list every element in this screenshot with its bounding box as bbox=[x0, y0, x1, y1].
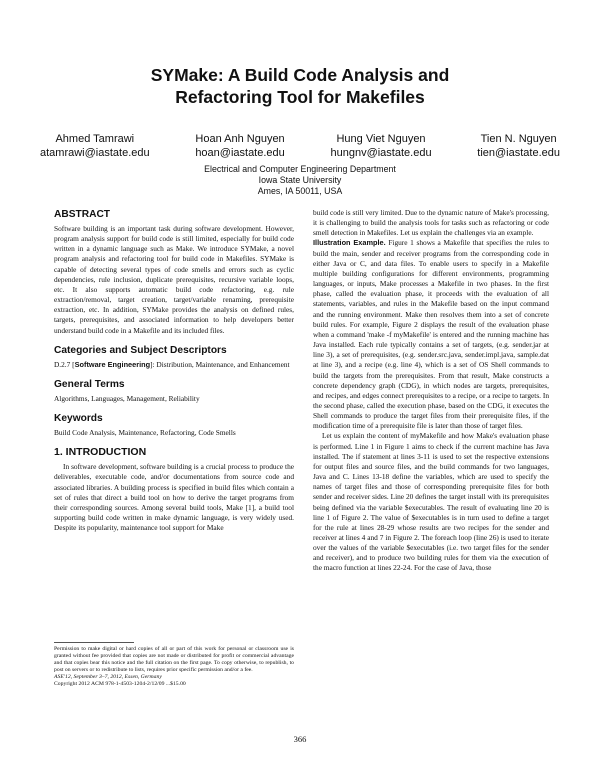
copyright-text: Copyright 2012 ACM 978-1-4503-1204-2/12/09 ...$15.00 bbox=[54, 681, 186, 688]
illustration-lead: Illustration Example. bbox=[313, 238, 386, 248]
illustration-text: Figure 1 shows a Makefile that specifies the rules to build the main, sender and receiver programs from the corresponding code in either Java or C, and data files. To enable users to specify in a Makefile multiple building configurations for different environments, programming languages, or inputs, Make processes a Makefile in two phases. In the first phase, called the evaluation phase, it proceeds with the evaluation of all statements, variables, and rules in the Makefile based on the input command and the running environment. Make then resolves them into a set of concrete build rules. For example, Figure 2 displays the result of the evaluation phase when a command 'make -f myMakefile' is entered and the running machine has Java installed. Each rule typically contains a set of targets, (e.g. sender.jar at line 3), a set of prerequisites, (e.g. sender.src.java, sender.impl.java, sample.dat at line 3), and a recipe (e.g. line 4), which is a set of OS Shell commands to build the targets from the prerequisites. From that result, Make constructs a concrete dependency graph (CDG), in which nodes are targets, prerequisites, and recipes, and edges connect prerequisites to a recipe, or a recipe to targets. In the second phase, called the execution phase, based on the CDG, it executes the Shell commands to produce the target files from their prerequisite files, if the modification time of a prerequisite file is later than those of target files. bbox=[313, 238, 549, 431]
categories-heading: Categories and Subject Descriptors bbox=[54, 344, 227, 356]
author-name: Hung Viet Nguyen bbox=[336, 133, 426, 145]
permission-text: Permission to make digital or hard copies of all or part of this work for personal or classroom use is granted without fee provided that copies are not made or distributed for profit or commercial advantage and that copies bear this notice and the full citation on the first page. To copy otherwise, to republish, to post on servers or to redistribute to lists, requires prior specific permission and/or a fee. bbox=[54, 646, 294, 674]
abstract-heading: ABSTRACT bbox=[54, 209, 111, 220]
page-number: 366 bbox=[293, 734, 307, 744]
author-1 bbox=[40, 132, 150, 160]
introduction-text: In software development, software building is a crucial process to produce the deliverables, executable code, and/or documentations from source code and associated libraries. A building process is specified in build files which contain a set of rules that direct a build tool on how to derive the target programs from their corresponding sources. Among several build tools, Make [1], a build tool supporting build code written in make dynamic language, is very widely used. Despite its popularity, maintenance tool support for Make bbox=[54, 462, 294, 533]
author-email: atamrawi@iastate.edu bbox=[40, 147, 150, 159]
author-4 bbox=[477, 132, 560, 160]
keywords-heading: Keywords bbox=[54, 413, 103, 425]
author-3 bbox=[330, 132, 431, 160]
introduction-heading: 1. INTRODUCTION bbox=[54, 446, 147, 459]
general-terms-section bbox=[54, 378, 294, 404]
title-line-1: SYMake: A Build Code Analysis and bbox=[150, 65, 450, 85]
categories-section bbox=[54, 344, 294, 370]
affiliation-line-1: Electrical and Computer Engineering Department bbox=[204, 164, 396, 174]
affiliation-line-3: Ames, IA 50011, USA bbox=[257, 186, 343, 196]
abstract-text: Software building is an important task during software development. However, program analysis support for build code is still limited, especially for build code written in a dynamic language such as Make. We introduce SYMake, a novel program analysis and refactoring tool for build code in Makefiles. SYMake is capable of detecting several types of code smells and errors such as cyclic dependencies, rule inclusion, duplicate prerequisites, recursive variable loops, etc. It also supports automatic build code refactoring, e.g. rule extraction/removal, target creation, target/variable renaming, prerequisite extraction, etc. In addition, SYMake provides the analysis on defined rules, targets, prerequisites, and associated information to help developers better understand build code in a Makefile and its included files. bbox=[54, 224, 294, 335]
left-column bbox=[54, 208, 294, 541]
footnote-rule bbox=[54, 642, 134, 643]
keywords-section bbox=[54, 412, 294, 438]
categories-text bbox=[54, 360, 294, 370]
general-terms-heading: General Terms bbox=[54, 378, 125, 390]
right-paragraph-2 bbox=[313, 238, 549, 431]
author-2 bbox=[195, 132, 284, 160]
affiliation-line-2: Iowa State University bbox=[258, 175, 342, 185]
categories-code: D.2.7 [ bbox=[54, 359, 75, 369]
categories-bold: Software Engineering bbox=[74, 359, 151, 369]
author-name: Ahmed Tamrawi bbox=[55, 133, 135, 145]
paper-title bbox=[0, 64, 600, 108]
author-name: Tien N. Nguyen bbox=[480, 133, 557, 145]
abstract-section bbox=[54, 208, 294, 336]
general-terms-text: Algorithms, Languages, Management, Reliability bbox=[54, 393, 200, 403]
right-column bbox=[313, 208, 549, 574]
author-email: hoan@iastate.edu bbox=[195, 147, 285, 159]
right-paragraph-3: Let us explain the content of myMakefile and how Make's evaluation phase is performed. Line 1 in Figure 1 aims to check if the current machine has Java installed. The if statement at lines 3-11 is used to set the respective extensions for output files and source files, and the build commands for two languages, Java and C. Lines 13-18 define the variables, which are used to specify the names of target files and those of corresponding prerequisite files for both sender and receiver sides. Line 20 defines the target install with its prerequisites being defined via the variable $executables. The result of evaluating line 20 is line 1 of Figure 2. The value of $executables is in turn used to define a target for the rule at lines 28-29 whose results are two recipes for the sender and receiver at lines 4 and 7 in Figure 2. The foreach loop (line 26) is used to iterate over the values of the variable $executables (i.e. two target files for the sender and receiver), and to produce two building rules for them via the execution of the macro function at lines 22-24. For the case of Java, those bbox=[313, 431, 549, 573]
venue-text: ASE'12, September 3–7, 2012, Essen, Germany bbox=[54, 674, 162, 681]
introduction-section bbox=[54, 446, 294, 533]
author-block bbox=[40, 132, 560, 160]
title-line-2: Refactoring Tool for Makefiles bbox=[175, 87, 425, 107]
right-paragraph-1: build code is still very limited. Due to the dynamic nature of Make's processing, it is challenging to build the analysis tools for tasks such as refactoring or code smell detection in Makefiles. Let us explain the challenges via an example. bbox=[313, 208, 549, 238]
author-email: tien@iastate.edu bbox=[477, 147, 560, 159]
affiliation bbox=[0, 164, 600, 197]
keywords-text: Build Code Analysis, Maintenance, Refactoring, Code Smells bbox=[54, 428, 236, 438]
author-email: hungnv@iastate.edu bbox=[330, 147, 432, 159]
categories-rest: ]: Distribution, Maintenance, and Enhancement bbox=[150, 359, 290, 369]
permission-notice bbox=[54, 642, 294, 689]
author-name: Hoan Anh Nguyen bbox=[195, 133, 285, 145]
